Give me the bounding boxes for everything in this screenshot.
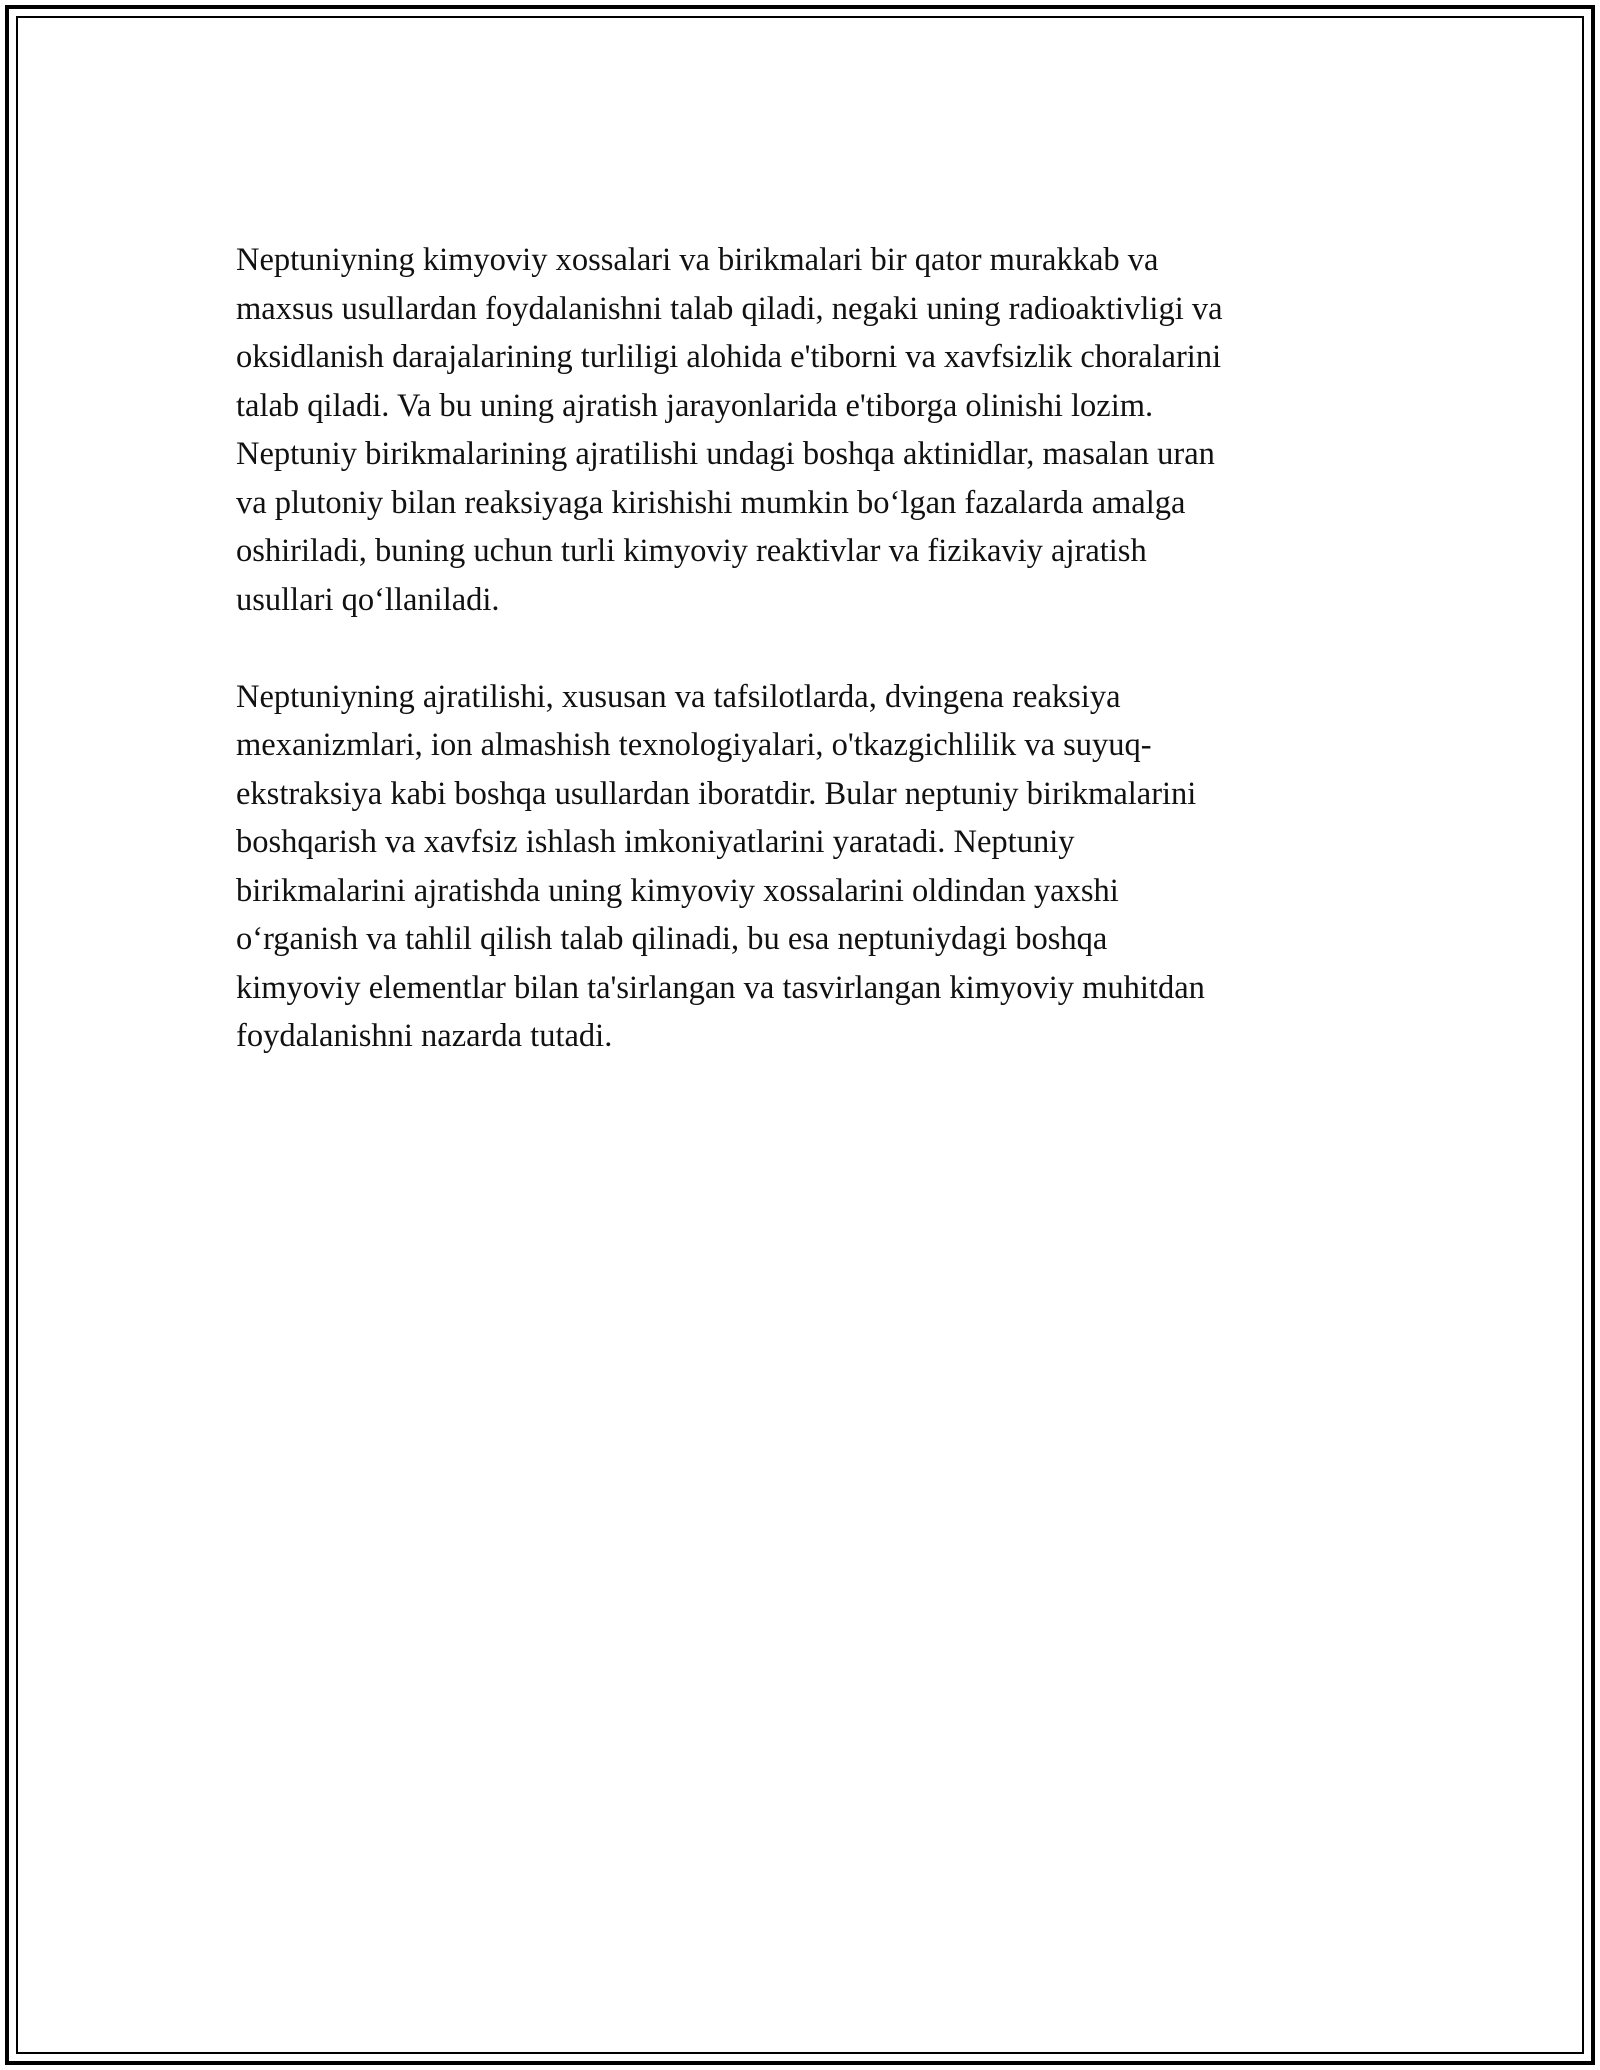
- text-line: Neptuniyning kimyoviy xossalari va birikmalari bir qator murakkab va: [236, 242, 1159, 278]
- text-line: Neptuniyning ajratilishi, xususan va tafsilotlarda, dvingena reaksiya: [236, 678, 1121, 715]
- text-line: maxsus usullardan foydalanishni talab qiladi, negaki uning radioaktivligi va: [236, 290, 1223, 327]
- text-line: Neptuniy birikmalarining ajratilishi undagi boshqa aktinidlar, masalan uran: [236, 436, 1215, 472]
- paragraph-2: [236, 673, 1356, 1061]
- text-line: va plutoniy bilan reaksiyaga kirishishi mumkin bo‘lgan fazalarda amalga: [236, 484, 1186, 521]
- text-line: oksidlanish darajalarining turliligi alohida e'tiborni va xavfsizlik choralarini: [236, 339, 1222, 375]
- text-line: mexanizmlari, ion almashish texnologiyalari, o'tkazgichlilik va suyuq-: [236, 727, 1152, 763]
- text-line: oshiriladi, buning uchun turli kimyoviy reaktivlar va fizikaviy ajratish: [236, 533, 1147, 569]
- text-line: talab qiladi. Va bu uning ajratish jarayonlarida e'tiborga olinishi lozim.: [236, 387, 1154, 424]
- text-line: boshqarish va xavfsiz ishlash imkoniyatlarini yaratadi. Neptuniy: [236, 824, 1075, 860]
- text-line: ekstraksiya kabi boshqa usullardan iboratdir. Bular neptuniy birikmalarini: [236, 775, 1197, 812]
- text-line: usullari qo‘llaniladi.: [236, 581, 500, 618]
- paragraph-1: [236, 236, 1356, 624]
- text-line: birikmalarini ajratishda uning kimyoviy xossalarini oldindan yaxshi: [236, 872, 1119, 909]
- text-line: kimyoviy elementlar bilan ta'sirlangan va tasvirlangan kimyoviy muhitdan: [236, 969, 1205, 1006]
- text-line: foydalanishni nazarda tutadi.: [236, 1018, 613, 1054]
- text-line: o‘rganish va tahlil qilish talab qilinadi, bu esa neptuniydagi boshqa: [236, 921, 1108, 957]
- document-body: [236, 236, 1356, 1109]
